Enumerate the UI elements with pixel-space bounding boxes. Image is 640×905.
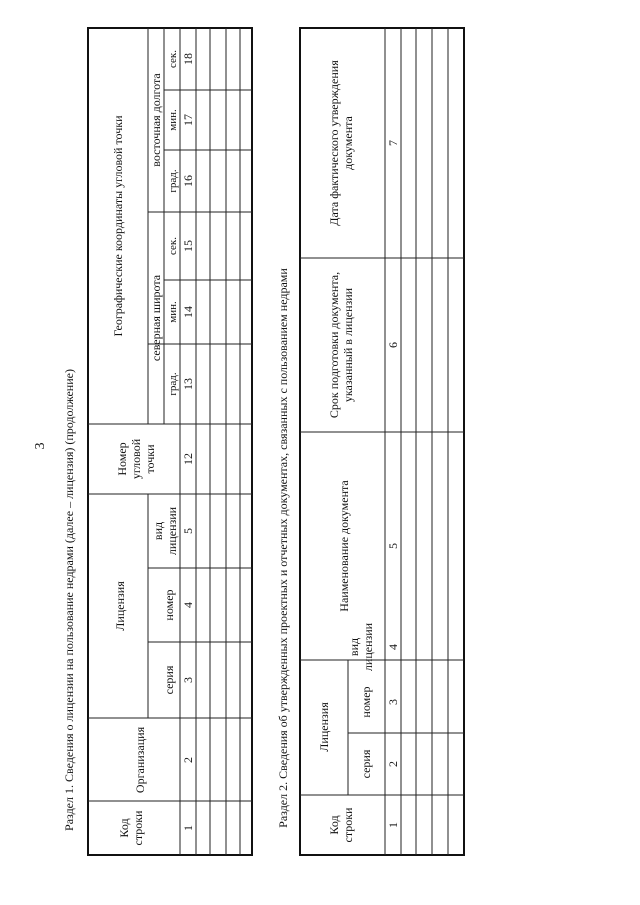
- s2-header-deadline: Срок подготовки документа,указанный в лицензии: [327, 271, 355, 419]
- s2-colnum-2: 2: [386, 761, 400, 767]
- colnum-12: 12: [181, 453, 195, 465]
- s2-colnum-1: 1: [386, 822, 400, 828]
- colnum-5: 5: [181, 528, 195, 534]
- section1-title: Раздел 1. Сведения о лицензии на пользование недрами (далее – лицензия) (продолжение): [62, 369, 76, 831]
- colnum-3: 3: [181, 677, 195, 683]
- s2-header-license-type-lines: видлицензии: [347, 622, 375, 672]
- colnum-14: 14: [181, 306, 195, 318]
- header-license: Лицензия: [113, 581, 127, 631]
- s2-header-license: Лицензия: [317, 702, 331, 752]
- s2-colnum-5: 5: [386, 543, 400, 549]
- header-corner-number: Номеругловойточки: [115, 438, 157, 480]
- s2-colnum-6: 6: [386, 342, 400, 348]
- s2-header-approval-date: Дата фактического утверждениядокумента: [327, 60, 355, 226]
- s2-colnum-3: 3: [386, 699, 400, 705]
- colnum-17: 17: [181, 114, 195, 126]
- header-number: номер: [162, 589, 176, 621]
- s2-colnum-7: 7: [386, 140, 400, 146]
- page-number: 3: [33, 442, 48, 450]
- section1-table: [88, 28, 252, 855]
- header-east-sec: сек.: [167, 50, 179, 68]
- header-north-min: мин.: [167, 301, 179, 323]
- header-east: восточная долгота: [149, 73, 163, 167]
- section2-title: Раздел 2. Сведения об утвержденных проектных и отчетных документах, связанных с пользованием недрами: [276, 268, 290, 828]
- colnum-16: 16: [181, 175, 195, 187]
- s2-header-doc-name: Наименование документа: [337, 480, 351, 612]
- section2-table: [300, 28, 464, 855]
- s2-colnum-4: 4: [386, 644, 400, 650]
- header-organization: Организация: [133, 726, 147, 794]
- colnum-18: 18: [181, 53, 195, 65]
- header-geo-coords: Географические координаты угловой точки: [111, 115, 125, 337]
- s2-header-code: Кодстроки: [327, 807, 355, 843]
- header-north-sec: сек.: [167, 237, 179, 255]
- header-east-deg: град.: [167, 169, 179, 193]
- colnum-13: 13: [181, 378, 195, 390]
- header-north: северная широта: [149, 274, 163, 362]
- s2-header-number: номер: [359, 686, 373, 718]
- s2-header-series: серия: [359, 749, 373, 779]
- header-license-type: видлицензии: [151, 506, 179, 556]
- colnum-15: 15: [181, 240, 195, 252]
- header-east-min: мин.: [167, 109, 179, 131]
- header-code: Кодстроки: [117, 810, 145, 846]
- colnum-2: 2: [181, 757, 195, 763]
- colnum-1: 1: [181, 825, 195, 831]
- header-series: серия: [162, 665, 176, 695]
- colnum-4: 4: [181, 602, 195, 608]
- header-north-deg: град.: [167, 372, 179, 396]
